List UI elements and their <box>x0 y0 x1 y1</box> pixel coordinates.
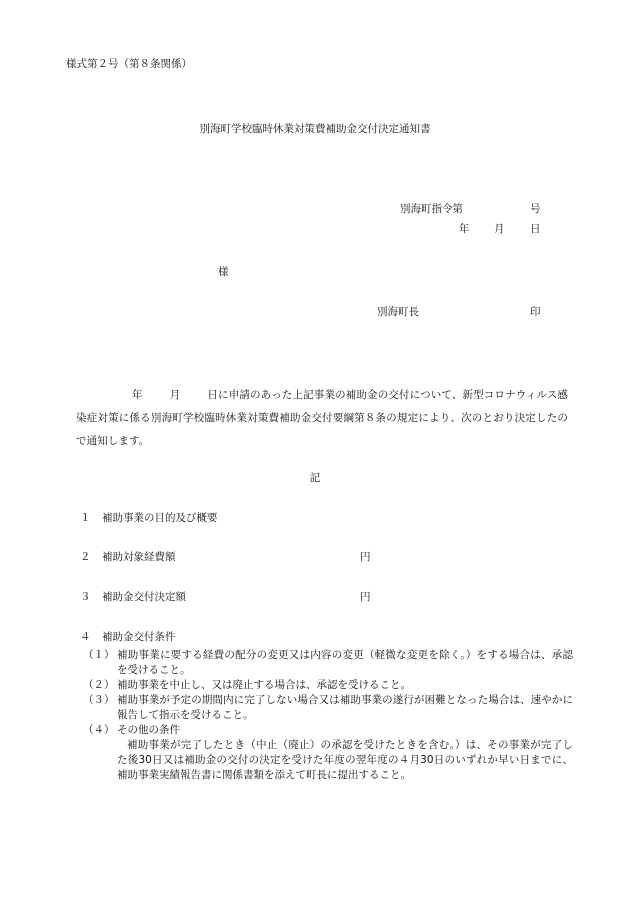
date-year: 年 <box>459 223 470 235</box>
condition-item <box>83 678 573 693</box>
ref-number-prefix: 別海町指令第 <box>400 203 463 215</box>
section-1-number: １ <box>80 512 91 524</box>
condition-item <box>83 648 573 678</box>
conditions-list <box>83 648 573 783</box>
section-4-number: ４ <box>80 631 91 643</box>
section-1-label: 補助事業の目的及び概要 <box>102 512 218 524</box>
condition-item <box>83 693 573 723</box>
condition-text: 補助事業を中止し、又は廃止する場合は、承認を受けること。 <box>117 679 411 691</box>
condition-number: （２） <box>83 679 115 691</box>
section-2-unit: 円 <box>360 551 371 563</box>
body-paragraph <box>76 384 568 453</box>
section-3-label: 補助金交付決定額 <box>102 591 186 603</box>
condition-number: （１） <box>83 649 115 661</box>
condition-4-detail: 補助事業が完了したとき（中止（廃止）の承認を受けたときを含む。）は、その事業が完了した後30日又は補助金の交付の決定を受けた年度の翌年度の４月30日のいずれか早い日までに、補助事業実績報告書に関係書類を添えて町長に提出すること。 <box>117 739 573 781</box>
addressee-sama: 様 <box>218 266 229 278</box>
issuer-name: 別海町長 <box>377 306 419 318</box>
section-2-label: 補助対象経費額 <box>102 551 176 563</box>
body-year: 年 <box>132 389 143 401</box>
condition-text: 補助事業に要する経費の配分の変更又は内容の変更（軽微な変更を除く。）をする場合は、承認を受けること。 <box>117 649 573 676</box>
date-month: 月 <box>494 223 505 235</box>
document-title: 別海町学校臨時休業対策費補助金交付決定通知書 <box>199 123 431 135</box>
condition-item <box>83 723 573 738</box>
section-2-number: ２ <box>80 551 91 563</box>
body-text: 日に申請のあった上記事業の補助金の交付について、新型コロナウィルス感染症対策に係る別海町学校臨時休業対策費補助金交付要綱第８条の規定により、次のとおり決定したので通知します。 <box>76 389 568 447</box>
body-month: 月 <box>169 389 181 401</box>
date-day: 日 <box>530 223 541 235</box>
condition-number: （３） <box>83 694 115 706</box>
ref-number-suffix: 号 <box>530 203 541 215</box>
condition-text: その他の条件 <box>117 724 180 736</box>
condition-number: （４） <box>83 724 115 736</box>
seal-mark: 印 <box>530 306 541 318</box>
section-3-number: ３ <box>80 591 91 603</box>
form-label: 様式第２号（第８条関係） <box>66 58 192 70</box>
section-3-unit: 円 <box>360 591 371 603</box>
condition-text: 補助事業が予定の期間内に完了しない場合又は補助事業の遂行が困難となった場合は、速やかに報告して指示を受けること。 <box>117 694 573 721</box>
ki-heading: 記 <box>309 472 321 484</box>
section-4-label: 補助金交付条件 <box>102 631 176 643</box>
